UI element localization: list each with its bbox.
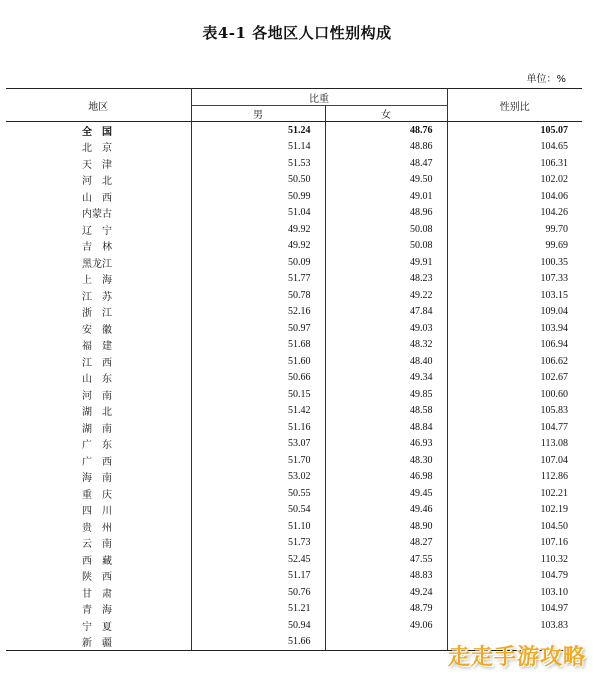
- sex-ratio-cell: 105.83: [447, 403, 582, 420]
- table-row: [6, 403, 582, 420]
- table-row: [6, 535, 582, 552]
- male-cell: 51.42: [191, 403, 325, 420]
- male-cell: 50.66: [191, 370, 325, 387]
- region-cell: 重 庆: [6, 485, 191, 502]
- region-cell: 山 西: [6, 188, 191, 205]
- table-row: [6, 386, 582, 403]
- page-title: 表4-1 各地区人口性别构成: [202, 24, 392, 42]
- sex-ratio-cell: 105.07: [447, 122, 582, 139]
- female-cell: 48.30: [325, 452, 447, 469]
- sex-ratio-cell: 99.70: [447, 221, 582, 238]
- sex-ratio-cell: 107.33: [447, 271, 582, 288]
- male-cell: 50.97: [191, 320, 325, 337]
- male-cell: 51.17: [191, 568, 325, 585]
- region-cell: 山 东: [6, 370, 191, 387]
- sex-ratio-cell: 99.69: [447, 238, 582, 255]
- female-cell: 49.50: [325, 172, 447, 189]
- population-sex-table: [6, 88, 582, 651]
- watermark-logo: 走走手游攻略: [447, 645, 586, 670]
- male-cell: 51.10: [191, 518, 325, 535]
- region-cell: 湖 南: [6, 419, 191, 436]
- male-cell: 50.55: [191, 485, 325, 502]
- region-cell: 江 苏: [6, 287, 191, 304]
- table-row: [6, 188, 582, 205]
- female-cell: 48.76: [325, 122, 447, 139]
- table-row: [6, 254, 582, 271]
- region-cell: 广 东: [6, 436, 191, 453]
- male-cell: 50.76: [191, 584, 325, 601]
- male-cell: 52.45: [191, 551, 325, 568]
- region-cell: 四 川: [6, 502, 191, 519]
- female-cell: 50.08: [325, 221, 447, 238]
- sex-ratio-cell: 110.32: [447, 551, 582, 568]
- female-cell: 48.96: [325, 205, 447, 222]
- table-row: [6, 122, 582, 139]
- table-row: [6, 337, 582, 354]
- sex-ratio-cell: 103.10: [447, 584, 582, 601]
- sex-ratio-cell: 107.16: [447, 535, 582, 552]
- table-row: [6, 518, 582, 535]
- male-cell: 49.92: [191, 221, 325, 238]
- sex-ratio-cell: 113.08: [447, 436, 582, 453]
- table-row: [6, 238, 582, 255]
- sex-ratio-cell: 103.15: [447, 287, 582, 304]
- region-cell: 河 南: [6, 386, 191, 403]
- sex-ratio-cell: 106.94: [447, 337, 582, 354]
- sex-ratio-cell: 107.04: [447, 452, 582, 469]
- sex-ratio-cell: 100.35: [447, 254, 582, 271]
- table-row: [6, 584, 582, 601]
- region-cell: 内蒙古: [6, 205, 191, 222]
- sex-ratio-cell: 106.31: [447, 155, 582, 172]
- region-cell: 甘 肃: [6, 584, 191, 601]
- female-cell: 49.34: [325, 370, 447, 387]
- female-cell: 48.79: [325, 601, 447, 618]
- table-row: [6, 436, 582, 453]
- region-cell: 上 海: [6, 271, 191, 288]
- female-cell: 49.06: [325, 617, 447, 634]
- male-cell: 50.15: [191, 386, 325, 403]
- header-sex-ratio: 性别比: [447, 89, 582, 122]
- male-cell: 50.78: [191, 287, 325, 304]
- header-region: 地区: [6, 89, 191, 122]
- sex-ratio-cell: 106.62: [447, 353, 582, 370]
- male-cell: 50.54: [191, 502, 325, 519]
- table-row: [6, 353, 582, 370]
- female-cell: 49.03: [325, 320, 447, 337]
- male-cell: 51.16: [191, 419, 325, 436]
- male-cell: 50.50: [191, 172, 325, 189]
- region-cell: 青 海: [6, 601, 191, 618]
- male-cell: 50.09: [191, 254, 325, 271]
- female-cell: 49.85: [325, 386, 447, 403]
- male-cell: 51.14: [191, 139, 325, 156]
- female-cell: 48.84: [325, 419, 447, 436]
- table-body: [6, 122, 582, 651]
- female-cell: 49.45: [325, 485, 447, 502]
- header-male: 男: [191, 106, 325, 122]
- male-cell: 51.66: [191, 634, 325, 651]
- table-row: [6, 568, 582, 585]
- sex-ratio-cell: 102.67: [447, 370, 582, 387]
- region-cell: 贵 州: [6, 518, 191, 535]
- male-cell: 51.68: [191, 337, 325, 354]
- female-cell: 49.01: [325, 188, 447, 205]
- sex-ratio-cell: 104.77: [447, 419, 582, 436]
- sex-ratio-cell: 102.02: [447, 172, 582, 189]
- region-cell: 天 津: [6, 155, 191, 172]
- female-cell: 48.32: [325, 337, 447, 354]
- female-cell: 49.91: [325, 254, 447, 271]
- table-row: [6, 205, 582, 222]
- header-proportion: 比重: [191, 89, 447, 106]
- region-cell: 黑龙江: [6, 254, 191, 271]
- male-cell: 52.16: [191, 304, 325, 321]
- sex-ratio-cell: 102.21: [447, 485, 582, 502]
- male-cell: 53.02: [191, 469, 325, 486]
- region-cell: 安 徽: [6, 320, 191, 337]
- female-cell: 50.08: [325, 238, 447, 255]
- table-row: [6, 469, 582, 486]
- region-cell: 西 藏: [6, 551, 191, 568]
- female-cell: 49.46: [325, 502, 447, 519]
- female-cell: 49.22: [325, 287, 447, 304]
- table-row: [6, 419, 582, 436]
- region-cell: 海 南: [6, 469, 191, 486]
- region-cell: 宁 夏: [6, 617, 191, 634]
- sex-ratio-cell: 104.06: [447, 188, 582, 205]
- male-cell: 51.04: [191, 205, 325, 222]
- sex-ratio-cell: 104.65: [447, 139, 582, 156]
- sex-ratio-cell: 104.50: [447, 518, 582, 535]
- sex-ratio-cell: 104.26: [447, 205, 582, 222]
- table-row: [6, 287, 582, 304]
- female-cell: 49.24: [325, 584, 447, 601]
- male-cell: 49.92: [191, 238, 325, 255]
- table-row: [6, 452, 582, 469]
- region-cell: 广 西: [6, 452, 191, 469]
- table-row: [6, 221, 582, 238]
- unit-label: 单位：%: [526, 74, 566, 85]
- female-cell: 47.84: [325, 304, 447, 321]
- female-cell: 46.93: [325, 436, 447, 453]
- table-row: [6, 370, 582, 387]
- table-row: [6, 601, 582, 618]
- male-cell: 51.70: [191, 452, 325, 469]
- table-row: [6, 551, 582, 568]
- region-cell: 浙 江: [6, 304, 191, 321]
- region-cell: 湖 北: [6, 403, 191, 420]
- region-cell: 河 北: [6, 172, 191, 189]
- female-cell: 48.83: [325, 568, 447, 585]
- table-row: [6, 485, 582, 502]
- region-cell: 江 西: [6, 353, 191, 370]
- female-cell: 48.27: [325, 535, 447, 552]
- region-cell: 辽 宁: [6, 221, 191, 238]
- male-cell: 51.73: [191, 535, 325, 552]
- female-cell: 48.86: [325, 139, 447, 156]
- table-row: [6, 320, 582, 337]
- region-cell: 吉 林: [6, 238, 191, 255]
- male-cell: 53.07: [191, 436, 325, 453]
- female-cell: 48.90: [325, 518, 447, 535]
- region-cell: 云 南: [6, 535, 191, 552]
- female-cell: 48.47: [325, 155, 447, 172]
- female-cell: 48.40: [325, 353, 447, 370]
- female-cell: [325, 634, 447, 651]
- region-cell: 新 疆: [6, 634, 191, 651]
- male-cell: 51.24: [191, 122, 325, 139]
- male-cell: 51.60: [191, 353, 325, 370]
- sex-ratio-cell: 103.83: [447, 617, 582, 634]
- sex-ratio-cell: 112.86: [447, 469, 582, 486]
- region-cell: 陕 西: [6, 568, 191, 585]
- male-cell: 50.94: [191, 617, 325, 634]
- male-cell: 51.21: [191, 601, 325, 618]
- sex-ratio-cell: 103.94: [447, 320, 582, 337]
- female-cell: 48.58: [325, 403, 447, 420]
- sex-ratio-cell: 104.97: [447, 601, 582, 618]
- table-row: [6, 172, 582, 189]
- male-cell: 51.77: [191, 271, 325, 288]
- sex-ratio-cell: 100.60: [447, 386, 582, 403]
- table-row: [6, 304, 582, 321]
- female-cell: 46.98: [325, 469, 447, 486]
- table-row: [6, 155, 582, 172]
- sex-ratio-cell: 104.79: [447, 568, 582, 585]
- female-cell: 47.55: [325, 551, 447, 568]
- table-row: [6, 502, 582, 519]
- region-cell: 北 京: [6, 139, 191, 156]
- header-female: 女: [325, 106, 447, 122]
- sex-ratio-cell: 102.19: [447, 502, 582, 519]
- sex-ratio-cell: 109.04: [447, 304, 582, 321]
- table-row: [6, 271, 582, 288]
- region-cell: 全 国: [6, 122, 191, 139]
- male-cell: 50.99: [191, 188, 325, 205]
- table-row: [6, 617, 582, 634]
- female-cell: 48.23: [325, 271, 447, 288]
- region-cell: 福 建: [6, 337, 191, 354]
- male-cell: 51.53: [191, 155, 325, 172]
- table-row: [6, 139, 582, 156]
